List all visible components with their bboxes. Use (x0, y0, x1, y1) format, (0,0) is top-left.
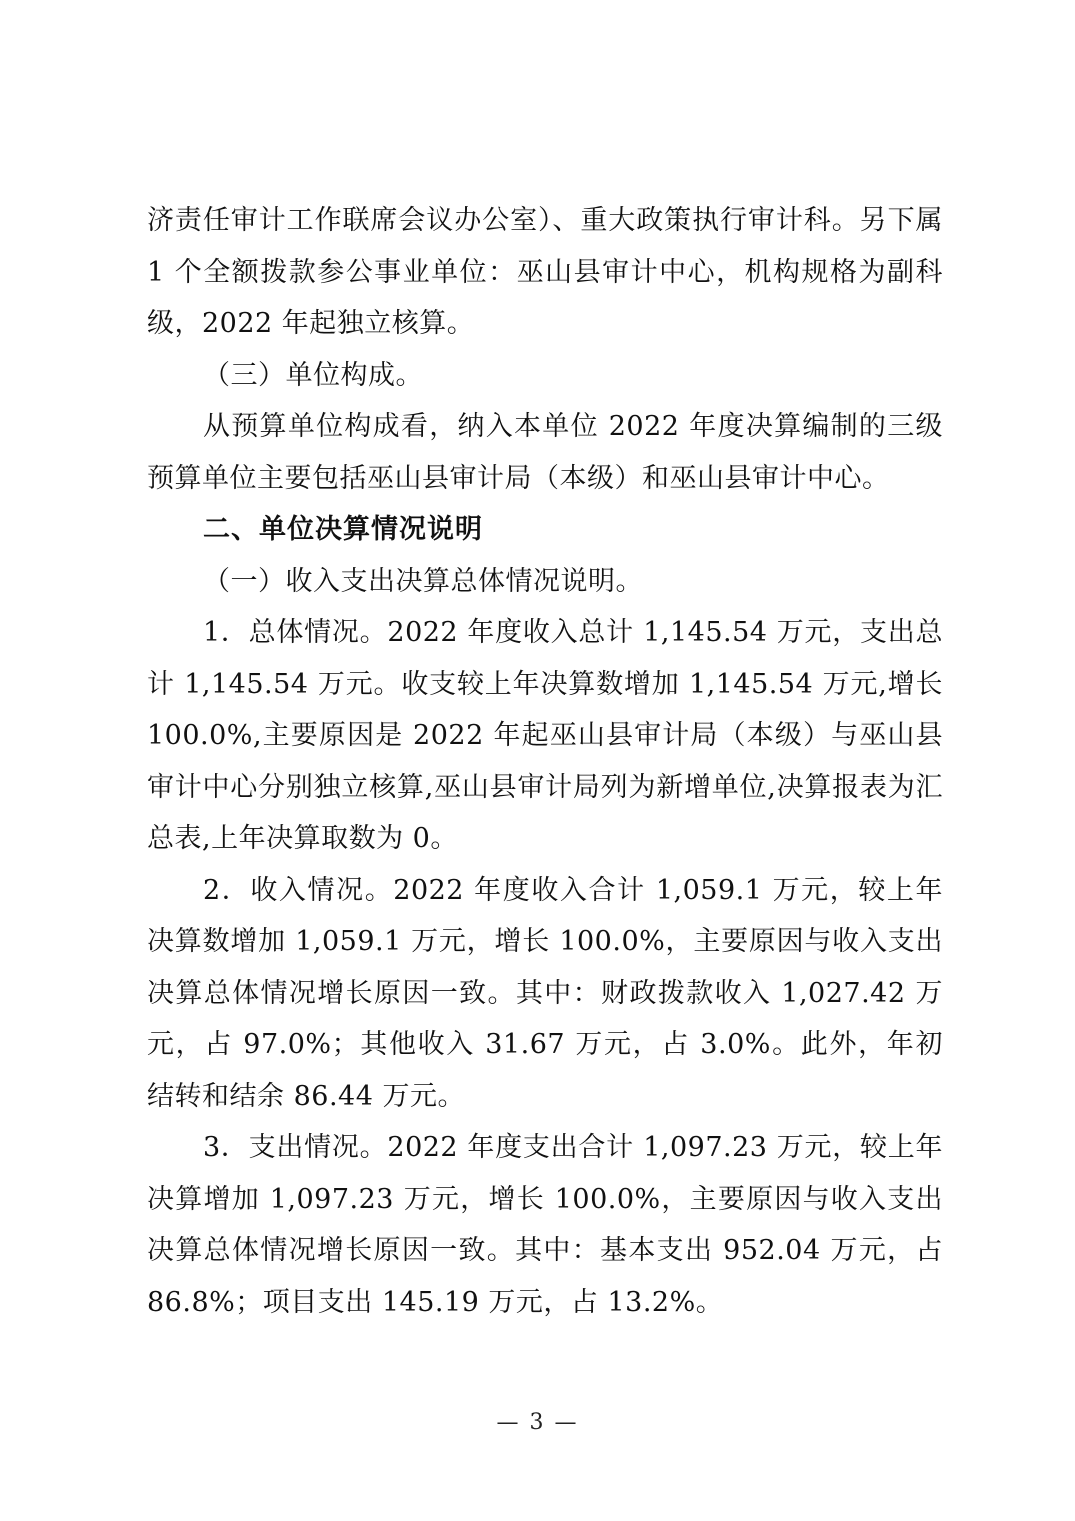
section-heading-unit-composition: （三）单位构成。 (203, 359, 423, 391)
paragraph-income-situation: 2．收入情况。2022 年度收入合计 1,059.1 万元，较上年决算数增加 1,059.1 万元，增长 100.0%，主要原因与收入支出决算总体情况增长原因一致。其中：财政拨款收入 1,027.42 万元，占 97.0%；其他收入 31.67 万元，占 3.0%。此外，年初结转和结余 86.44 万元。 (147, 874, 943, 1112)
paragraph-overall-situation: 1．总体情况。2022 年度收入总计 1,145.54 万元，支出总计 1,145.54 万元。收支较上年决算数增加 1,145.54 万元,增长 100.0%,主要原因是 2022 年起巫山县审计局（本级）与巫山县审计中心分别独立核算,巫山县审计局列为新增单位,决算报表为汇总表,上年决算取数为 0。 (147, 617, 943, 854)
document-body (147, 195, 943, 1328)
chapter-heading-final-accounts: 二、单位决算情况说明 (203, 514, 483, 545)
paragraph-organization-continued: 济责任审计工作联席会议办公室）、重大政策执行审计科。另下属 1 个全额拨款参公事业单位：巫山县审计中心，机构规格为副科级，2022 年起独立核算。 (147, 205, 943, 339)
section-heading-income-expenditure-overview: （一）收入支出决算总体情况说明。 (203, 565, 643, 597)
paragraph-expenditure-situation: 3．支出情况。2022 年度支出合计 1,097.23 万元，较上年决算增加 1,097.23 万元，增长 100.0%，主要原因与收入支出决算总体情况增长原因一致。其中：基本支出 952.04 万元，占 86.8%；项目支出 145.19 万元，占 13.2%。 (147, 1132, 943, 1318)
page-number: — 3 — (496, 1410, 579, 1435)
paragraph-unit-composition: 从预算单位构成看，纳入本单位 2022 年度决算编制的三级预算单位主要包括巫山县审计局（本级）和巫山县审计中心。 (147, 411, 943, 494)
